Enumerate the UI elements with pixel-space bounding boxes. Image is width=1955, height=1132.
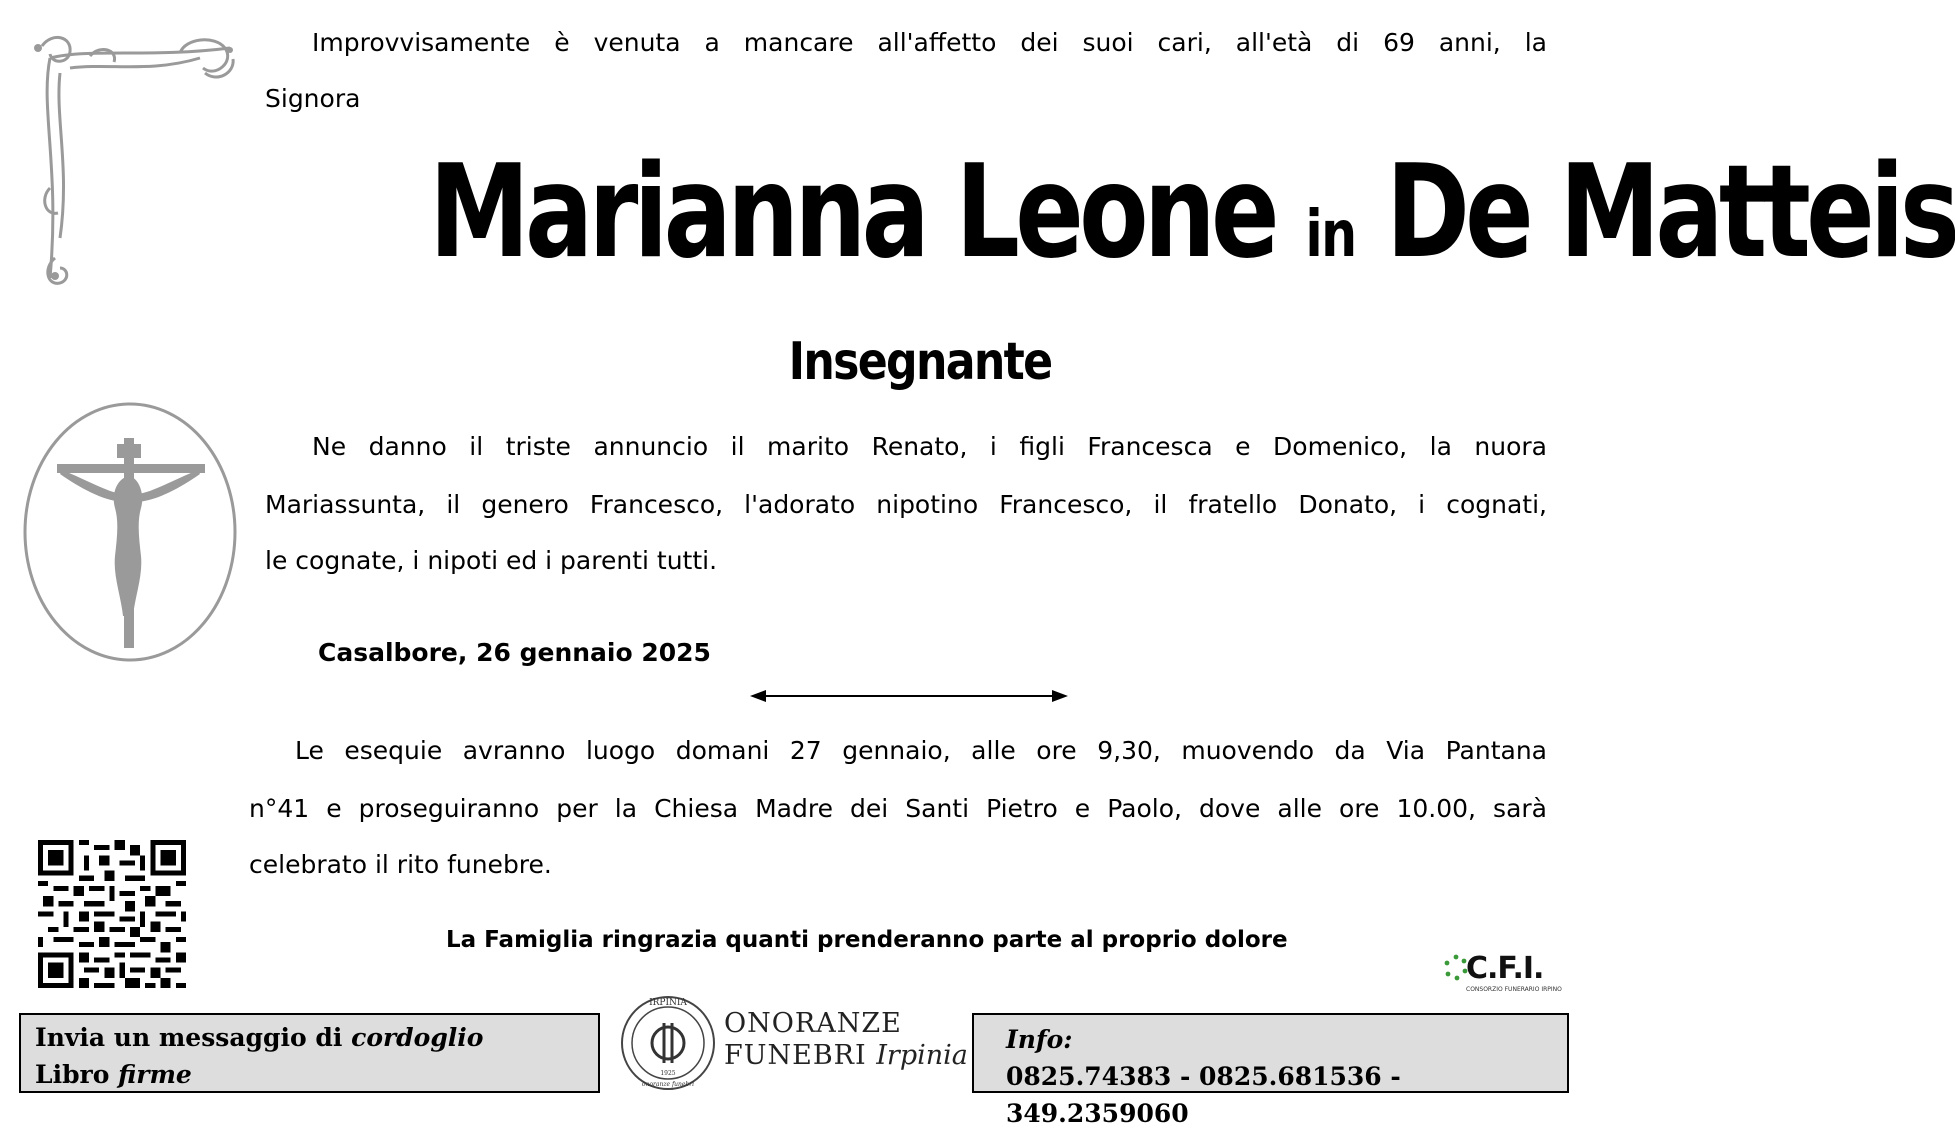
guestbook-prefix: Libro — [35, 1060, 110, 1089]
funeral-home-seal-icon — [618, 993, 718, 1093]
condolence-message-prefix: Invia un messaggio di — [35, 1023, 343, 1052]
cfi-logo-text: C.F.I. — [1466, 951, 1544, 986]
family-thanks: La Famiglia ringrazia quanti prenderanno parte al proprio dolore — [446, 927, 1288, 953]
guestbook-italic: firme — [118, 1060, 192, 1089]
deceased-name-connector: in — [1305, 198, 1356, 272]
funeral-home-line-2-prefix: FUNEBRI — [724, 1040, 867, 1071]
funeral-home-line-2 — [724, 1040, 968, 1072]
intro-line-2: Signora — [265, 84, 361, 113]
crucifix-icon — [22, 398, 242, 666]
deceased-role: Insegnante — [788, 332, 1052, 392]
cfi-logo-subtitle: CONSORZIO FUNERARIO IRPINO — [1466, 986, 1562, 993]
announcement-line-1: Ne danno il triste annuncio il marito Renato, i figli Francesca e Domenico, la nuora — [312, 432, 1547, 461]
funeral-home-name — [724, 1008, 968, 1072]
funeral-line-2: n°41 e proseguiranno per la Chiesa Madre dei Santi Pietro e Paolo, dove alle ore 10.00, sarà — [249, 794, 1547, 823]
guestbook-link[interactable] — [35, 1056, 584, 1093]
funeral-line-3: celebrato il rito funebre. — [249, 850, 552, 879]
double-arrow-icon — [750, 687, 1068, 705]
deceased-name-first: Marianna Leone — [429, 138, 1275, 287]
announcement-line-2: Mariassunta, il genero Francesco, l'adorato nipotino Francesco, il fratello Donato, i cognati, — [265, 490, 1547, 519]
deceased-name — [429, 128, 1955, 320]
seal-bottom-text: onoranze funebri — [641, 1081, 695, 1088]
announcement-line-3: le cognate, i nipoti ed i parenti tutti. — [265, 546, 718, 575]
seal-year-text: 1925 — [660, 1070, 676, 1077]
corner-flourish-icon — [30, 28, 245, 288]
place-date: Casalbore, 26 gennaio 2025 — [318, 638, 711, 667]
funeral-home-line-1: ONORANZE — [724, 1008, 902, 1039]
condolence-message-link[interactable] — [35, 1019, 584, 1056]
deceased-name-last: De Matteis — [1385, 138, 1955, 287]
funeral-home-line-2-italic: Irpinia — [876, 1040, 968, 1071]
info-label: Info: — [1006, 1025, 1073, 1054]
funeral-line-1: Le esequie avranno luogo domani 27 gennaio, alle ore 9,30, muovendo da Via Pantana — [295, 736, 1547, 765]
seal-top-text: IRPINIA — [649, 998, 687, 1008]
qr-code-icon[interactable] — [38, 840, 186, 988]
info-box — [972, 1013, 1569, 1128]
condolence-message-box[interactable] — [19, 1013, 600, 1093]
intro-line-1: Improvvisamente è venuta a mancare all'affetto dei suoi cari, all'età di 69 anni, la — [312, 28, 1547, 57]
info-phones[interactable]: 0825.74383 - 0825.681536 - 349.2359060 — [1006, 1062, 1401, 1128]
condolence-message-italic: cordoglio — [351, 1023, 484, 1052]
